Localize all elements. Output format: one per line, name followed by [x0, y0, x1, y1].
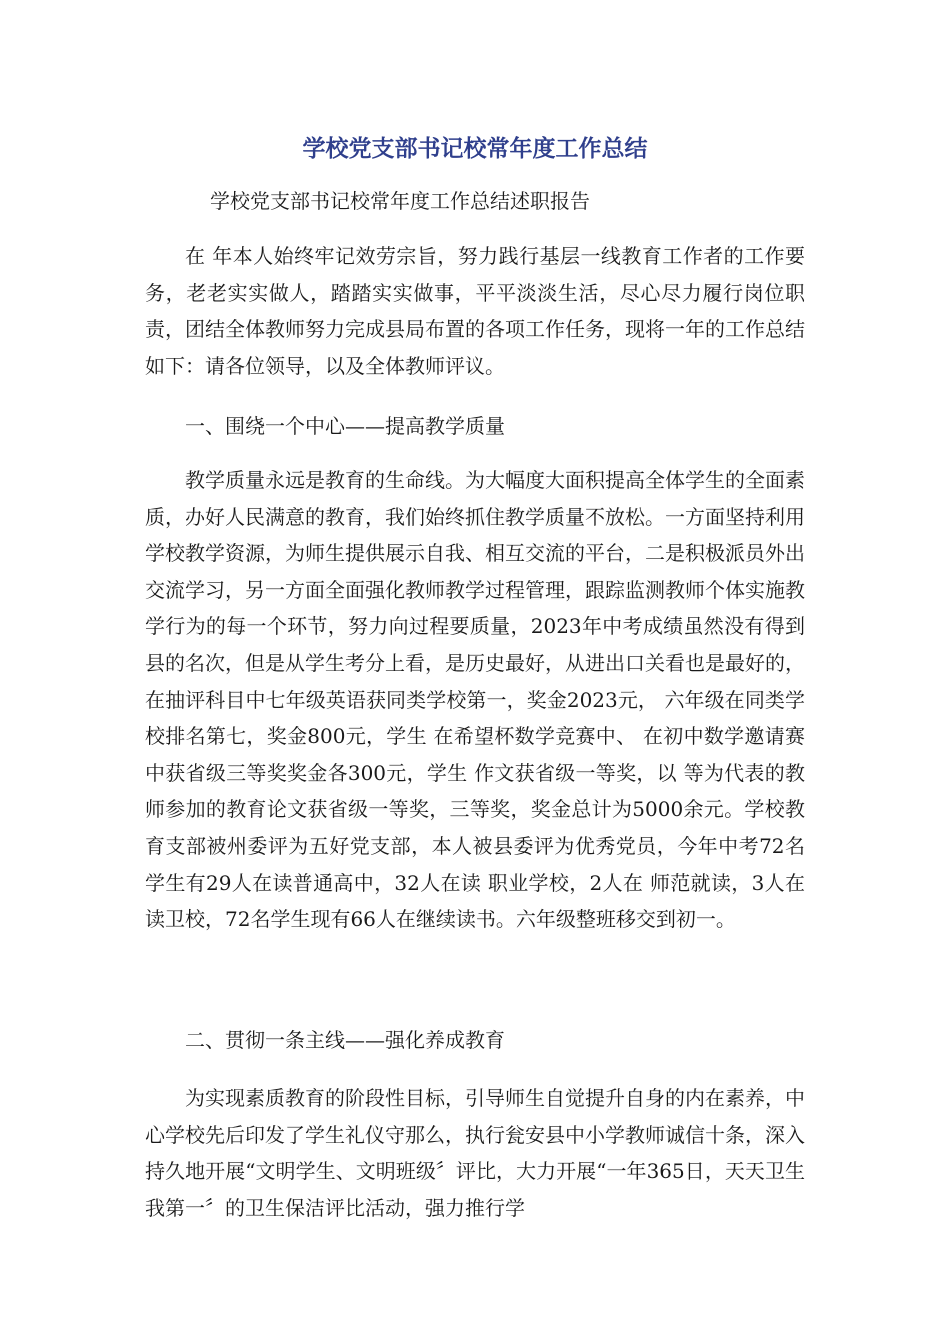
- document-subtitle: 学校党支部书记校常年度工作总结述职报告: [210, 189, 590, 213]
- paragraph-teaching-quality: 教学质量永远是教育的生命线。为大幅度大面积提高全体学生的全面素质，办好人民满意的教育，我们始终抓住教学质量不放松。一方面坚持利用学校教学资源，为师生提供展示自我、相互交流的平台，二是积极派员外出交流学习，另一方面全面强化教师教学过程管理，跟踪监测教师个体实施教学行为的每一个环节，努力向过程要质量，2023年中考成绩虽然没有得到县的名次，但是从学生考分上看，是历史最好，从进出口关看也是最好的，在抽评科目中七年级英语获同类学校第一，奖金2023元， 六年级在同类学校排名第七，奖金800元，学生 在希望杯数学竞赛中、 在初中数学邀请赛中获省级三等奖奖金各300元，学生 作文获省级一等奖，以 等为代表的教师参加的教育论文获省级一等奖，三等奖，奖金总计为5000余元。学校教育支部被州委评为五好党支部，本人被县委评为优秀党员，今年中考72名学生有29人在读普通高中，32人在读 职业学校，2人在 师范就读，3人在 读卫校，72名学生现有66人在继续读书。六年级整班移交到初一。: [145, 468, 805, 932]
- paragraph-habit-education: 为实现素质教育的阶段性目标，引导师生自觉提升自身的内在素养，中心学校先后印发了学生礼仪守那么，执行瓮安县中小学教师诚信十条，深入持久地开展“文明学生、文明班级〞评比，大力开展“一年365日，天天卫生我第一〞的卫生保洁评比活动，强力推行学: [145, 1086, 805, 1220]
- paragraph-intro: 在 年本人始终牢记效劳宗旨，努力践行基层一线教育工作者的工作要务，老老实实做人，踏踏实实做事，平平淡淡生活，尽心尽力履行岗位职责，团结全体教师努力完成县局布置的各项工作任务，现将一年的工作总结如下：请各位领导，以及全体教师评议。: [145, 244, 805, 378]
- section-heading-2: 二、贯彻一条主线——强化养成教育: [185, 1028, 505, 1052]
- document-title: 学校党支部书记校常年度工作总结: [302, 136, 648, 162]
- section-heading-1: 一、围绕一个中心——提高教学质量: [185, 414, 505, 438]
